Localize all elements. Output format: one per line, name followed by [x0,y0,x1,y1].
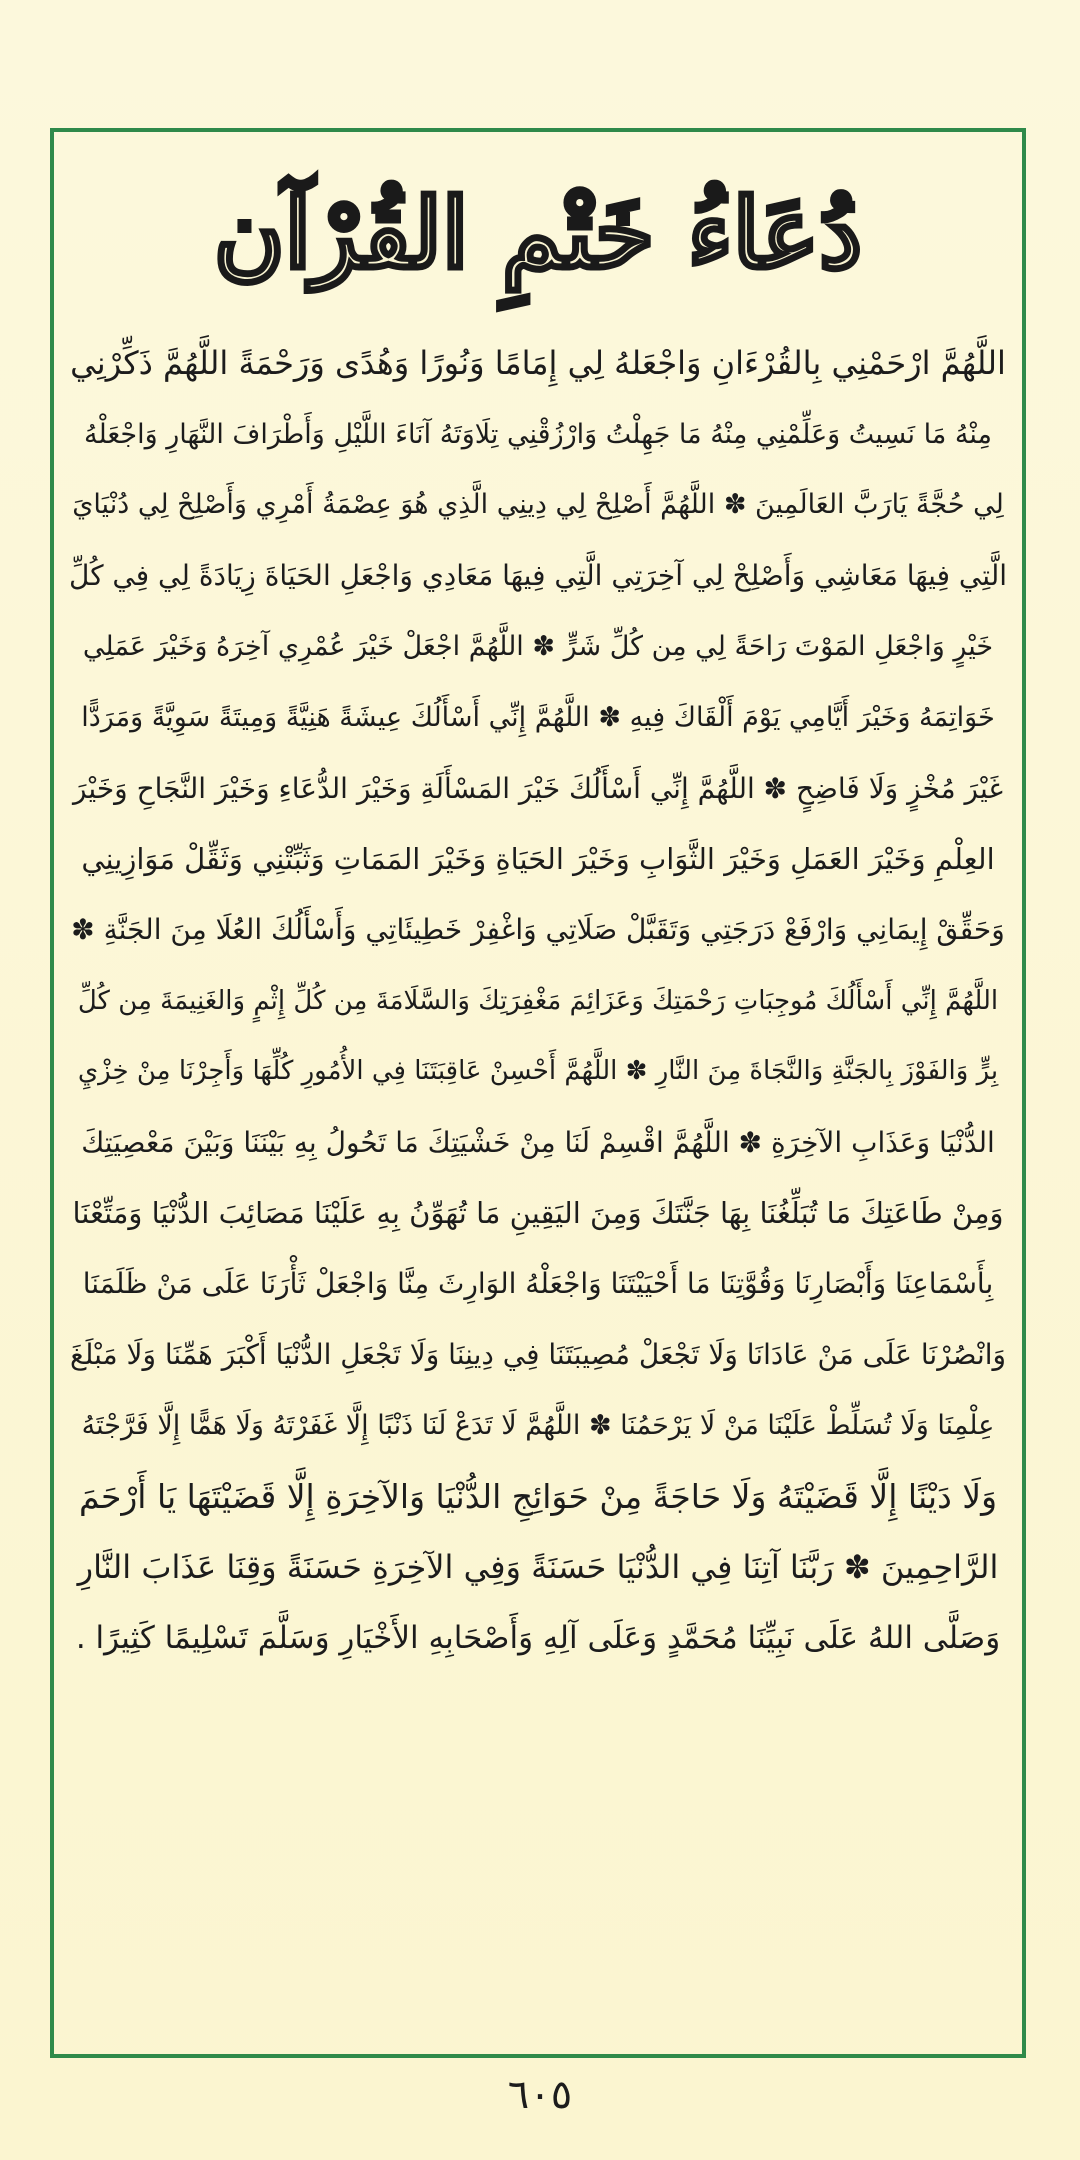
prayer-text [68,328,1008,1673]
text-line: عِلْمِنَا وَلَا تُسَلِّطْ عَلَيْنَا مَنْ لَا يَرْحَمُنَا ✽ اللَّهُمَّ لَا تَدَعْ لَنَا ذَنْبًا إِلَّا غَفَرْتَهُ وَلَا هَمًّا إِلَّا فَرَّجْتَهُ [81,1409,995,1441]
text-line: خَيْرٍ وَاجْعَلِ المَوْتَ رَاحَةً لِي مِن كُلِّ شَرٍّ ✽ اللَّهُمَّ اجْعَلْ خَيْرَ عُمْرِي آخِرَهُ وَخَيْرَ عَمَلِي [82,631,994,663]
text-line: بِرٍّ وَالفَوْزَ بِالجَنَّةِ وَالنَّجَاةَ مِنَ النَّارِ ✽ اللَّهُمَّ أَحْسِنْ عَاقِبَتَنَا فِي الأُمُورِ كُلِّهَا وَأَجِرْنَا مِنْ خِزْيِ [77,1056,999,1087]
text-line: غَيْرَ مُخْزٍ وَلَا فَاضِحٍ ✽ اللَّهُمَّ إِنِّي أَسْأَلُكَ خَيْرَ المَسْأَلَةِ وَخَيْرَ الدُّعَاءِ وَخَيْرَ النَّجَاحِ وَخَيْرَ [72,771,1004,805]
text-line: اللَّهُمَّ ارْحَمْنِي بِالقُرْءَانِ وَاجْعَلهُ لِي إِمَامًا وَنُورًا وَهُدًى وَرَحْمَةً اللَّهُمَّ ذَكِّرْنِي [70,344,1006,383]
text-line: لِي حُجَّةً يَارَبَّ العَالَمِينَ ✽ اللَّهُمَّ أَصْلِحْ لِي دِينِي الَّذِي هُوَ عِصْمَةُ أَمْرِي وَأَصْلِحْ لِي دُنْيَايَ [72,489,1004,521]
page-frame [50,128,1026,2058]
text-line: وَانْصُرْنَا عَلَى مَنْ عَادَانَا وَلَا تَجْعَلْ مُصِيبَتَنَا فِي دِينِنَا وَلَا تَجْعَلِ الدُّنْيَا أَكْبَرَ هَمِّنَا وَلَا مَبْلَغَ [69,1338,1007,1372]
text-line: خَوَاتِمَهُ وَخَيْرَ أَيَّامِي يَوْمَ أَلْقَاكَ فِيهِ ✽ اللَّهُمَّ إِنِّي أَسْأَلُكَ عِيشَةً هَنِيَّةً وَمِيتَةً سَوِيَّةً وَمَرَدًّا [81,701,995,733]
text-line: وَلَا دَيْنًا إِلَّا قَضَيْتَهُ وَلَا حَاجَةً مِنْ حَوَائِجِ الدُّنْيَا وَالآخِرَةِ إِلَّا قَضَيْتَهَا يَا أَرْحَمَ [78,1476,998,1516]
text-line: بِأَسْمَاعِنَا وَأَبْصَارِنَا وَقُوَّتِنَا مَا أَحْيَيْتَنَا وَاجْعَلْهُ الوَارِثَ مِنَّا وَاجْعَلْ ثَأْرَنَا عَلَى مَنْ ظَلَمَنَا [82,1267,994,1301]
text-line: وَمِنْ طَاعَتِكَ مَا تُبَلِّغُنَا بِهَا جَنَّتَكَ وَمِنَ اليَقِينِ مَا تُهَوِّنُ بِهِ عَلَيْنَا مَصَائِبَ الدُّنْيَا وَمَتِّعْنَا [72,1195,1004,1230]
text-line: اللَّهُمَّ إِنِّي أَسْأَلُكَ مُوجِبَاتِ رَحْمَتِكَ وَعَزَائِمَ مَغْفِرَتِكَ وَالسَّلَامَةَ مِن كُلِّ إِثْمٍ وَالغَنِيمَةَ مِن كُلِّ [77,985,999,1016]
text-line: مِنْهُ مَا نَسِيتُ وَعَلِّمْنِي مِنْهُ مَا جَهِلْتُ وَارْزُقْنِي تِلَاوَتَهُ آنَاءَ اللَّيْلِ وَأَطْرَافَ النَّهَارِ وَاجْعَلْهُ [83,418,993,450]
text-line: الدُّنْيَا وَعَذَابِ الآخِرَةِ ✽ اللَّهُمَّ اقْسِمْ لَنَا مِنْ خَشْيَتِكَ مَا تَحُولُ بِهِ بَيْنَنَا وَبَيْنَ مَعْصِيَتِكَ [81,1125,995,1159]
text-line: الَّتِي فِيهَا مَعَاشِي وَأَصْلِحْ لِي آخِرَتِي الَّتِي فِيهَا مَعَادِي وَاجْعَلِ الحَيَاةَ زِيَادَةً لِي فِي كُلِّ [68,559,1008,593]
page-number: ٦٠٥ [507,2072,573,2118]
page-title: دُعَاءُ خَتْمِ القُرْآن [213,176,863,290]
text-line: وَصَلَّى اللهُ عَلَى نَبِيِّنَا مُحَمَّدٍ وَعَلَى آلِهِ وَأَصْحَابِهِ الأَخْيَارِ وَسَلَّمَ تَسْلِيمًا كَثِيرًا . [75,1619,1001,1656]
text-line: الرَّاحِمِينَ ✽ رَبَّنَا آتِنَا فِي الدُّنْيَا حَسَنَةً وَفِي الآخِرَةِ حَسَنَةً وَقِنَا عَذَابَ النَّارِ [77,1547,999,1586]
text-line: وَحَقِّقْ إِيمَانِي وَارْفَعْ دَرَجَتِي وَتَقَبَّلْ صَلَاتِي وَاغْفِرْ خَطِيئَاتِي وَأَسْأَلُكَ العُلَا مِنَ الجَنَّةِ ✽ [71,913,1005,947]
text-line: العِلْمِ وَخَيْرَ العَمَلِ وَخَيْرَ الثَّوَابِ وَخَيْرَ الحَيَاةِ وَخَيْرَ المَمَاتِ وَثَبِّتْنِي وَثَقِّلْ مَوَازِينِي [81,841,995,876]
